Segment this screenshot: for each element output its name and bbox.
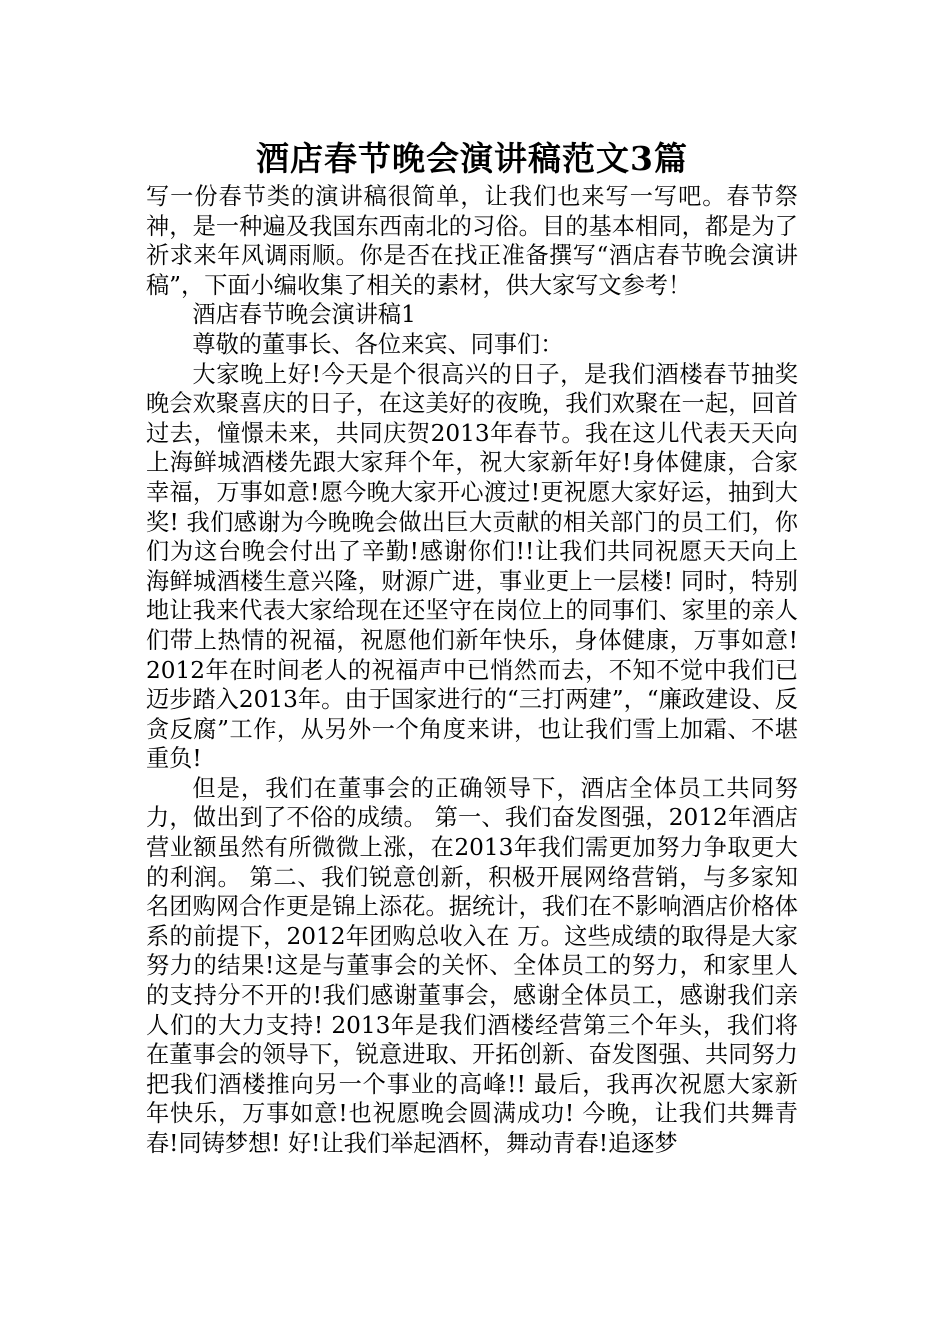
body-paragraph: 大家晚上好!今天是个很高兴的日子，是我们酒楼春节抽奖晚会欢聚喜庆的日子，在这美好的夜晚，我们欢聚在一起，回首过去，憧憬未来，共同庆贺2013年春节。我在这儿代表天天向上海鲜城酒楼先跟大家拜个年，祝大家新年好!身体健康，合家幸福，万事如意!愿今晚大家开心渡过!更祝愿大家好运，抽到大奖! 我们感谢为今晚晚会做出巨大贡献的相关部门的员工们，你们为这台晚会付出了辛勤!感谢你们!!让我们共同祝愿天天向上海鲜城酒楼生意兴隆，财源广进，事业更上一层楼! 同时，特别地让我来代表大家给现在还坚守在岗位上的同事们、家里的亲人们带上热情的祝福，祝愿他们新年快乐，身体健康，万事如意! 2012年在时间老人的祝福声中已悄然而去，不知不觉中我们已迈步踏入2013年。由于国家进行的“三打两建”，“廉政建设、反贪反腐”工作，从另外一个角度来讲，也让我们雪上加霜、不堪重负!: [146, 360, 798, 773]
document-body: [146, 182, 798, 1159]
section-heading: 酒店春节晚会演讲稿1: [192, 301, 416, 329]
intro-paragraph: 写一份春节类的演讲稿很简单，让我们也来写一写吧。春节祭神，是一种遍及我国东西南北的习俗。目的基本相同，都是为了祈求来年风调雨顺。你是否在找正准备撰写“酒店春节晚会演讲稿”，下面小编收集了相关的素材，供大家写文参考！: [146, 183, 798, 299]
salutation-paragraph: 尊敬的董事长、各位来宾、同事们：: [192, 330, 564, 358]
body-paragraph: 但是，我们在董事会的正确领导下，酒店全体员工共同努力，做出到了不俗的成绩。 第一、我们奋发图强，2012年酒店营业额虽然有所微微上涨，在2013年我们需更加努力争取更大的利润。 第二、我们锐意创新，积极开展网络营销，与多家知名团购网合作更是锦上添花。据统计，我们在不影响酒店价格体系的前提下，2012年团购总收入在 万。这些成绩的取得是大家努力的结果!这是与董事会的关怀、全体员工的努力，和家里人的支持分不开的!我们感谢董事会，感谢全体员工，感谢我们亲人们的大力支持! 2013年是我们酒楼经营第三个年头，我们将在董事会的领导下，锐意进取、开拓创新、奋发图强、共同努力把我们酒楼推向另一个事业的高峰!! 最后，我再次祝愿大家新年快乐，万事如意!也祝愿晚会圆满成功! 今晚，让我们共舞青春!同铸梦想! 好!让我们举起酒杯，舞动青春!追逐梦: [146, 774, 798, 1157]
document-title: 酒店春节晚会演讲稿范文3篇: [256, 139, 688, 178]
document-page: [146, 136, 798, 1159]
